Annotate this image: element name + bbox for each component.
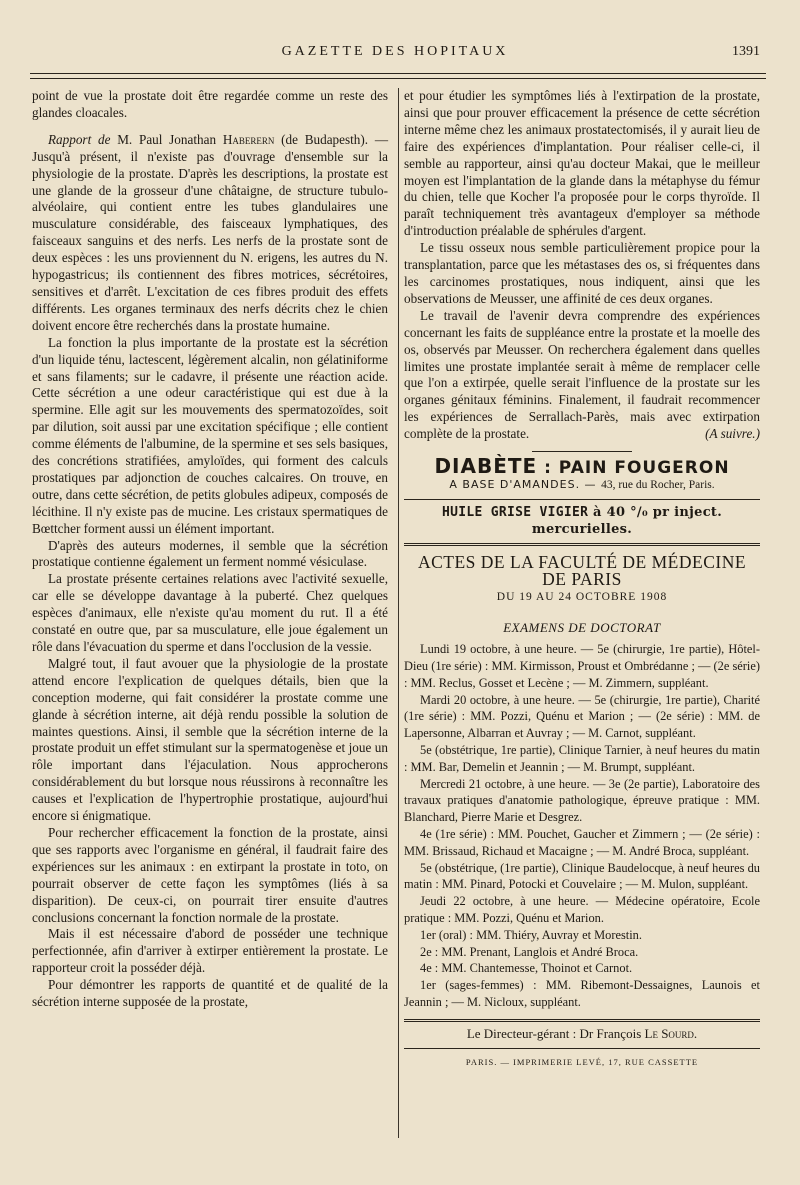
- exam-entry: 4e (1re série) : MM. Pouchet, Gaucher et Zimmern ; — (2e série) : MM. Brissaud, Richaud et Macaigne ; — M. André Broca, suppléant.: [404, 827, 760, 858]
- page-number: 1391: [732, 44, 760, 59]
- ad-title-main: DIABÈTE: [434, 454, 538, 479]
- paragraph: Pour rechercher efficacement la fonction de la prostate, ainsi que ses rapports avec l'organisme en général, il faudrait faire des expériences sur les animaux : en extirpant la prostate in toto, on pourrait observer de cette façon les symptômes (liés à sa disparition). De ceux-ci, on pourrait tirer ensuite d'autres conclusions concernant la fonction normale de la prostate.: [32, 824, 388, 925]
- report-lead: Rapport de: [48, 131, 111, 147]
- paragraph: Pour démontrer les rapports de quantité et de qualité de la sécrétion interne supposée de la prostate,: [32, 977, 388, 1010]
- section-title: ACTES DE LA FACULTÉ DE MÉDECINE DE PARIS: [417, 551, 747, 589]
- exam-entry: Jeudi 22 octobre, à une heure. — Médecine opératoire, Ecole pratique : MM. Pozzi, Quénu et Marion.: [404, 894, 760, 926]
- ad-subtitle: A BASE D'AMANDES. —: [449, 477, 597, 491]
- advertisement-diabete: [404, 454, 760, 494]
- director-lead: Le Directeur-gérant : Dr François: [466, 1025, 642, 1041]
- ad-address: 43, rue du Rocher, Paris.: [601, 478, 715, 491]
- ad-title-rest: : PAIN FOUGERON: [544, 458, 730, 479]
- exam-entry: 5e (obstétrique, (1re partie), Clinique Baudelocque, à neuf heures du matin : MM. Pinard, Potocki et Couvelaire ; — M. Mulon, suppléant.: [404, 860, 760, 892]
- huile-text: à 40 °/₀ pr inject. mercurielles.: [531, 504, 723, 537]
- paragraph: D'après des auteurs modernes, il semble que la sécrétion prostatique contienne également un ferment nommé vésiculase.: [32, 537, 388, 570]
- running-title: GAZETTE DES HOPITAUX: [281, 44, 509, 59]
- paragraph-text: Le travail de l'avenir devra comprendre des expériences concernant les faits de suppléance entre la prostate et la moelle des os, observés par Meusser. On recherchera également dans quelles limites une prostate implantée serait à même de remplacer celle que l'on a extirpée, quelle serait l'influence de la prostate sur les organes génitaux féminins. Finalement, il faudrait recommencer les expériences de Serrallach-Parès, mais avec extirpation complète de la prostate.: [404, 307, 760, 442]
- rule: [404, 499, 760, 500]
- imprint-line: PARIS. — IMPRIMERIE LEVÉ, 17, RUE CASSETTE: [465, 1056, 699, 1067]
- report-author: Haberern: [222, 131, 275, 147]
- advertisement-huile: [404, 505, 760, 539]
- exam-entry: 5e (obstétrique, 1re partie), Clinique Tarnier, à neuf heures du matin : MM. Bar, Demelin et Jeannin ; — M. Brumpt, suppléant.: [404, 743, 760, 774]
- header-rule-bottom: [30, 78, 766, 79]
- paragraph: La fonction la plus importante de la prostate est la sécrétion d'un liquide ténu, lactescent, légèrement alcalin, non gélatiniforme et sans filaments; sur le cadavre, il présente une réaction acide. Cette sécrétion a une odeur caractéristique qui est due à la spermine. Elle agit sur les mouvements des spermatozoïdes, soit par dilution, soit aussi par une excitation spécifique ; elle contient comme éléments de l'albumine, de la spermine et ses sels basiques, des concrétions stratifiées, amyloïdes, qui forment des calculs prostatiques par adjonction de couches calcaires. On trouve, en outre, dans cette sécrétion, de petits globules adipeux, composés de lécithine. Il n'y existe pas de mucine. Les cristaux spermatiques de Bœttcher forment aussi un élément important.: [32, 334, 388, 536]
- paragraph: Le tissu osseux nous semble particulièrement propice pour la transplantation, parce que les métastases des os, si fréquentes dans les carcinomes prostatiques, nous indiquent, ainsi que les observations de Meusser, une affinité de ces deux organes.: [404, 240, 760, 306]
- paragraph: Mais il est nécessaire d'abord de posséder une technique perfectionnée, afin d'arriver à extirper entièrement la prostate. Le rapporteur croit la posséder déjà.: [32, 926, 388, 976]
- paragraph: La prostate présente certaines relations avec l'activité sexuelle, car elle se développe davantage à la puberté. Chez quelques espèces d'animaux, elle n'existe qu'au moment du rut. Il a été constaté en outre que, par sa musculature, elle joue également un rôle dans l'évacuation du sperme et dans l'occlusion de la vessie.: [32, 571, 388, 654]
- director-line: [404, 1026, 760, 1043]
- paragraph: [404, 308, 760, 443]
- subsection-title: EXAMENS DE DOCTORAT: [503, 620, 661, 636]
- exam-entry: 2e : MM. Prenant, Langlois et André Broca.: [420, 944, 639, 959]
- paragraph: et pour étudier les symptômes liés à l'extirpation de la prostate, ainsi que pour prouver efficacement la présence de cette sécrétion interne même chez les animaux prostatectomisés, il y aurait lieu de faire des expériences d'implantation. Pour réaliser celle-ci, il semble au rapporteur, ainsi qu'au docteur Makai, que le meilleur moyen est l'implantation de la glande dans la métaphyse du fémur du chien, telle que Kocher l'a proposée pour le corps thyroïde. Il paraît techniquement très avantageux d'employer sa méthode d'introduction préalable de sphérules d'argent.: [404, 88, 760, 239]
- ad-rule: [532, 451, 632, 452]
- director-name: Le Sourd.: [644, 1025, 698, 1041]
- rule: [404, 1048, 760, 1049]
- exam-list: [404, 641, 760, 1011]
- footer-rule: [404, 1019, 760, 1022]
- exam-entry: 1er (sages-femmes) : MM. Ribemont-Dessaignes, Launois et Jeannin ; — M. Nicloux, suppléant.: [404, 978, 760, 1010]
- left-column: [32, 88, 388, 1011]
- page-header: [30, 44, 760, 66]
- section-dates: DU 19 AU 24 OCTOBRE 1908: [496, 591, 668, 604]
- exam-entry: Lundi 19 octobre, à une heure. — 5e (chirurgie, 1re partie), Hôtel-Dieu (1re série) : MM. Kirmisson, Proust et Ombrédanne ; — (2e série) : MM. Reclus, Gosset et Lecène ; — M. Zimmern, suppléant.: [404, 642, 760, 690]
- exam-entry: Mardi 20 octobre, à une heure. — 5e (chirurgie, 1re partie), Charité (1re série) : MM. Pozzi, Quénu et Marion ; — (2e série) : MM. de Lapersonne, Albarran et Auvray ; — M. Carnot, suppléant.: [404, 692, 760, 741]
- paragraph: Malgré tout, il faut avouer que la physiologie de la prostate attend encore l'explication de quelques détails, bien que la conception moderne, qui fait considérer la prostate comme une glande à sécrétion interne, ait déjà rendu possible la solution de maintes questions. Ainsi, il semble que la sécrétion interne de la prostate produit un effet stimulant sur la spermatogenèse et joue un rôle important dans l'éjaculation. Nous approcherons considérablement du but lorsque nous réussirons à reconnaître les causes et l'explication de l'hypertrophie prostatique, aujourd'hui encore si énigmatique.: [32, 655, 388, 824]
- column-divider: [398, 88, 399, 1138]
- paragraph: point de vue la prostate doit être regardée comme un reste des glandes cloacales.: [32, 88, 388, 120]
- exam-entry: Mercredi 21 octobre, à une heure. — 3e (2e partie), Laboratoire des travaux pratiques d'anatomie pathologique, épreuve pratique : MM. Blanchard, Pierre Marie et Desgrez.: [404, 776, 760, 825]
- to-be-continued: (A suivre.): [705, 426, 760, 442]
- section-rule: [404, 543, 760, 546]
- report-text: (de Budapesth). — Jusqu'à présent, il n'existe pas d'ouvrage d'ensemble sur la physiologie de la prostate. D'après les descriptions, la prostate est une glande de la grosseur d'une châtaigne, de structure tubulo-alvéolaire, qui contient entre les tubes glandulaires une musculature considérable, des faisceaux lymphatiques, des faisceaux sanguins et des nerfs. Les nerfs de la prostate sont de deux espèces : les uns proviennent du N. erigens, les autres du N. hypogastricus; ils contiennent des fibres motrices, sécrétoires, sensitives et d'arrêt. L'excitation de ces fibres produit des effets différents. Les organes terminaux des nerfs décrits chez le chien doivent encore être recherchés dans la prostate humaine.: [32, 131, 389, 333]
- exam-entry: 4e : MM. Chantemesse, Thoinot et Carnot.: [420, 961, 633, 976]
- report-m: M. Paul Jonathan: [117, 131, 217, 147]
- report-paragraph: [32, 132, 388, 335]
- huile-brand: HUILE GRISE VIGIER: [441, 504, 589, 520]
- right-column: [404, 88, 760, 1071]
- exam-entry: 1er (oral) : MM. Thiéry, Auvray et Morestin.: [420, 927, 642, 942]
- header-rule-top: [30, 73, 766, 74]
